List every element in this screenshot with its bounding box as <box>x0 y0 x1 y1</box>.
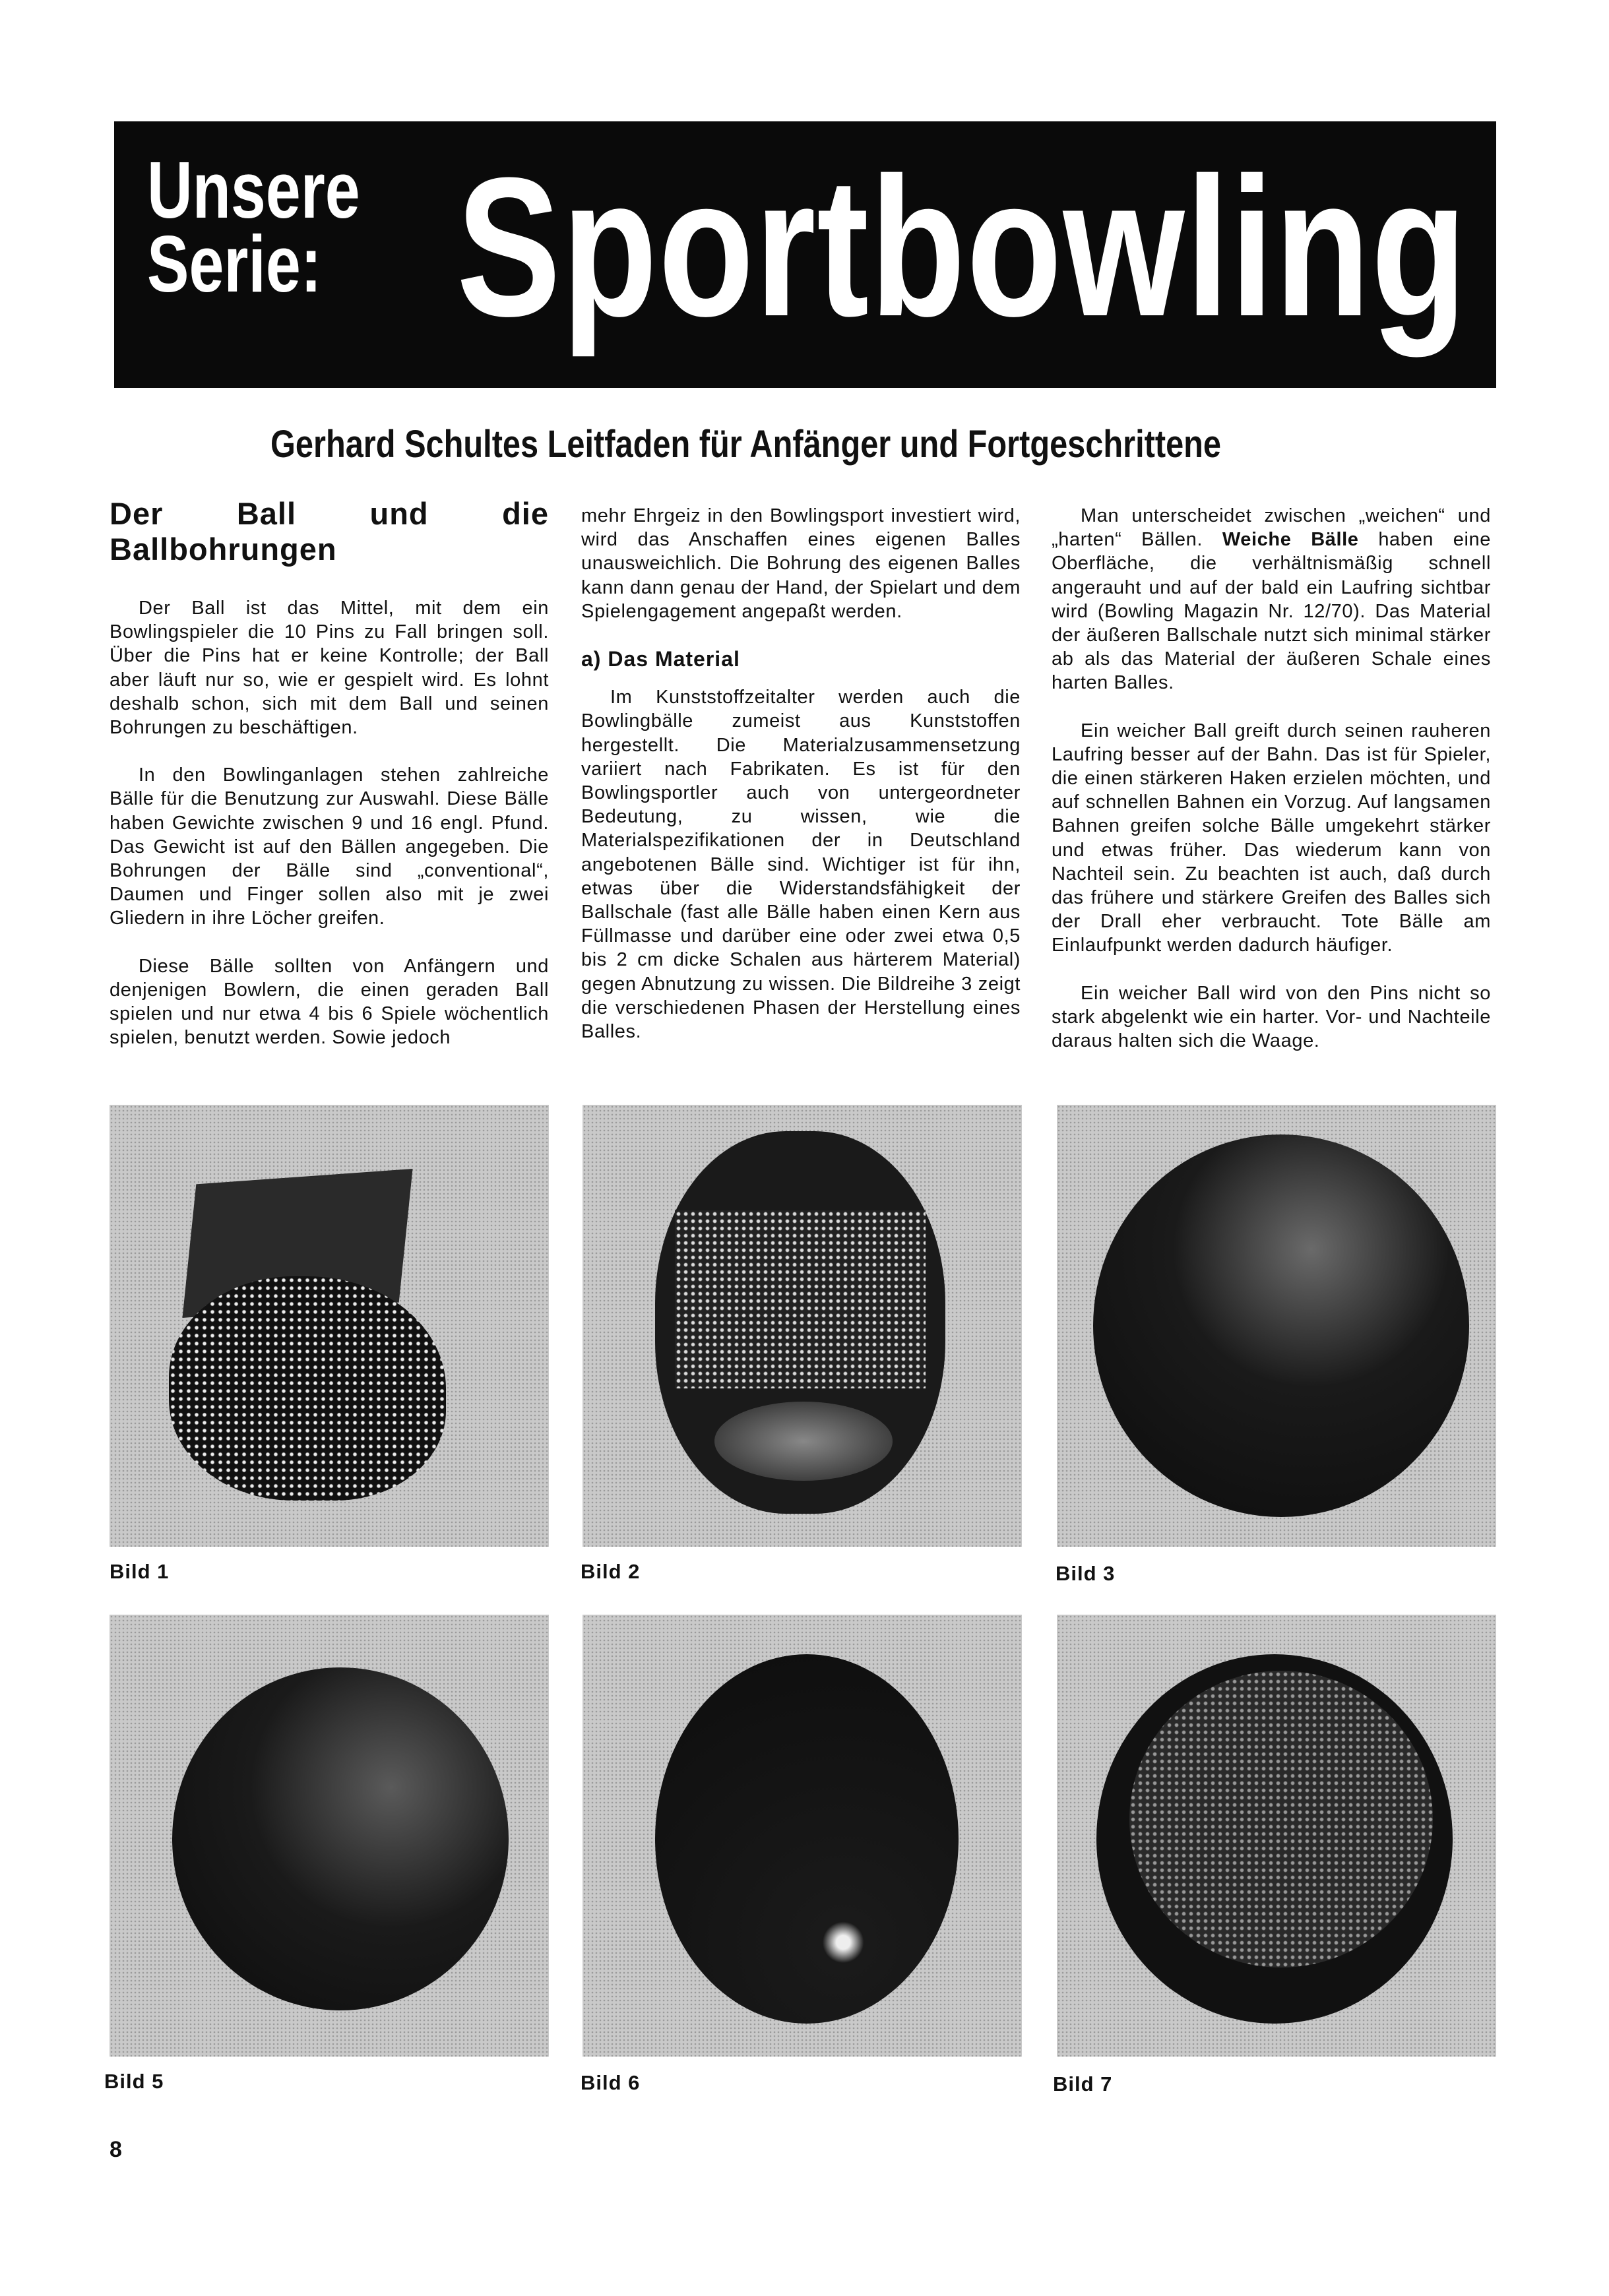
column-1 <box>110 496 549 1073</box>
paragraph: Diese Bälle sollten von Anfängern und denjenigen Bowlern, die einen geraden Ball spielen und nur etwa 4 bis 6 Spiele wöchentlich spielen, benutzt werden. Sowie jedoch <box>110 955 549 1049</box>
paragraph: Im Kunststoffzeitalter werden auch die Bowlingbälle zumeist aus Kunststoffen hergestellt. Die Materialzusammensetzung variiert nach Fabrikaten. Es ist für den Bowlingsportler auch von untergeordneter Bedeutung, zu wissen, wie die Materialspezifikationen der in Deutschland angebotenen Bälle sind. Wichtiger ist für ihn, etwas über die Widerstandsfähigkeit der Ballschale (fast alle Bälle haben einen Kern aus Füllmasse und darüber eine oder zwei etwa 0,5 bis 2 cm dicke Schalen aus härterem Material) gegen Abnutzung zu wissen. Die Bildreihe 3 zeigt die verschiedenen Phasen der Herstellung eines Balles. <box>581 687 1021 1043</box>
paragraph: In den Bowlinganlagen stehen zahlreiche Bälle für die Benutzung zur Auswahl. Diese Bälle haben Gewichte zwischen 9 und 16 engl. Pfund. Das Gewicht ist auf den Bällen angegeben. Die Bohrungen der Bälle sind „conventional“, Daumen und Finger sollen also mit je zwei Gliedern in ihre Löcher greifen. <box>110 764 549 929</box>
photo-bild-7 <box>1057 1615 1496 2057</box>
article-heading: Der Ball und die Ballbohrungen <box>110 496 549 567</box>
series-line-2: Serie: <box>147 219 322 309</box>
photo-bild-5 <box>110 1615 549 2057</box>
photo-bild-1 <box>110 1105 549 1547</box>
series-line-1: Unsere <box>147 145 360 235</box>
section-heading: a) Das Material <box>581 647 740 671</box>
photo-bild-3 <box>1057 1105 1496 1547</box>
caption: Bild 7 <box>1053 2072 1113 2095</box>
column-3 <box>1052 504 1491 1076</box>
text: haben eine Oberfläche, die verhältnismäßig schnell angerauht und auf der bald ein Laufring sichtbar wird (Bowling Magazin Nr. 12/70). Das Material der äußeren Ballschale nutzt sich minimal stärker ab als das Material der äußeren Schale eines harten Balles. <box>1052 529 1491 694</box>
photo-bild-2 <box>583 1105 1022 1547</box>
caption: Bild 2 <box>581 1560 641 1583</box>
paragraph: Ein weicher Ball greift durch seinen rauheren Laufring besser auf der Bahn. Das ist für Spieler, die einen stärkeren Haken erzielen möchten, und auf schnellen Bahnen ein Vorzug. Auf langsamen Bahnen greifen solche Bälle umgekehrt stärker und etwas früher. Das wiederum kann von Nachteil sein. Zu beachten ist auch, daß durch das frühere und stärkere Greifen des Balles sich der Drall eher verbraucht. Tote Bälle am Einlaufpunkt werden dadurch häufiger. <box>1052 720 1491 956</box>
paragraph: Ein weicher Ball wird von den Pins nicht so stark abgelenkt wie ein harter. Vor- und Nachteile daraus halten sich die Waage. <box>1052 982 1491 1052</box>
caption: Bild 5 <box>104 2070 164 2093</box>
subtitle: Gerhard Schultes Leitfaden für Anfänger und Fortgeschrittene <box>270 423 1222 466</box>
column-2 <box>581 504 1021 1067</box>
page-title: Sportbowling <box>457 136 1468 357</box>
page-number: 8 <box>110 2137 122 2162</box>
paragraph: mehr Ehrgeiz in den Bowlingsport investiert wird, wird das Anschaffen eines eigenen Balles unausweichlich. Die Bohrung des eigenen Balles kann dann genau der Hand, der Spielart und dem Spielengagement angepaßt werden. <box>581 505 1021 622</box>
caption: Bild 1 <box>110 1560 170 1583</box>
paragraph <box>1052 504 1491 695</box>
series-label <box>147 145 360 309</box>
bold-text: Weiche Bälle <box>1222 529 1359 551</box>
text: Man unterscheidet zwischen „weichen“ und „harten“ Bällen. <box>1052 505 1491 551</box>
series-banner <box>114 121 1496 388</box>
paragraph: Der Ball ist das Mittel, mit dem ein Bowlingspieler die 10 Pins zu Fall bringen soll. Über die Pins hat er keine Kontrolle; der Ball aber läuft nur so, wie er gespielt wird. Es lohnt deshalb schon, sich mit dem Ball und seinen Bohrungen zu beschäftigen. <box>110 598 549 739</box>
caption: Bild 6 <box>581 2071 641 2094</box>
photo-bild-6 <box>583 1615 1022 2057</box>
caption: Bild 3 <box>1056 1562 1116 1585</box>
